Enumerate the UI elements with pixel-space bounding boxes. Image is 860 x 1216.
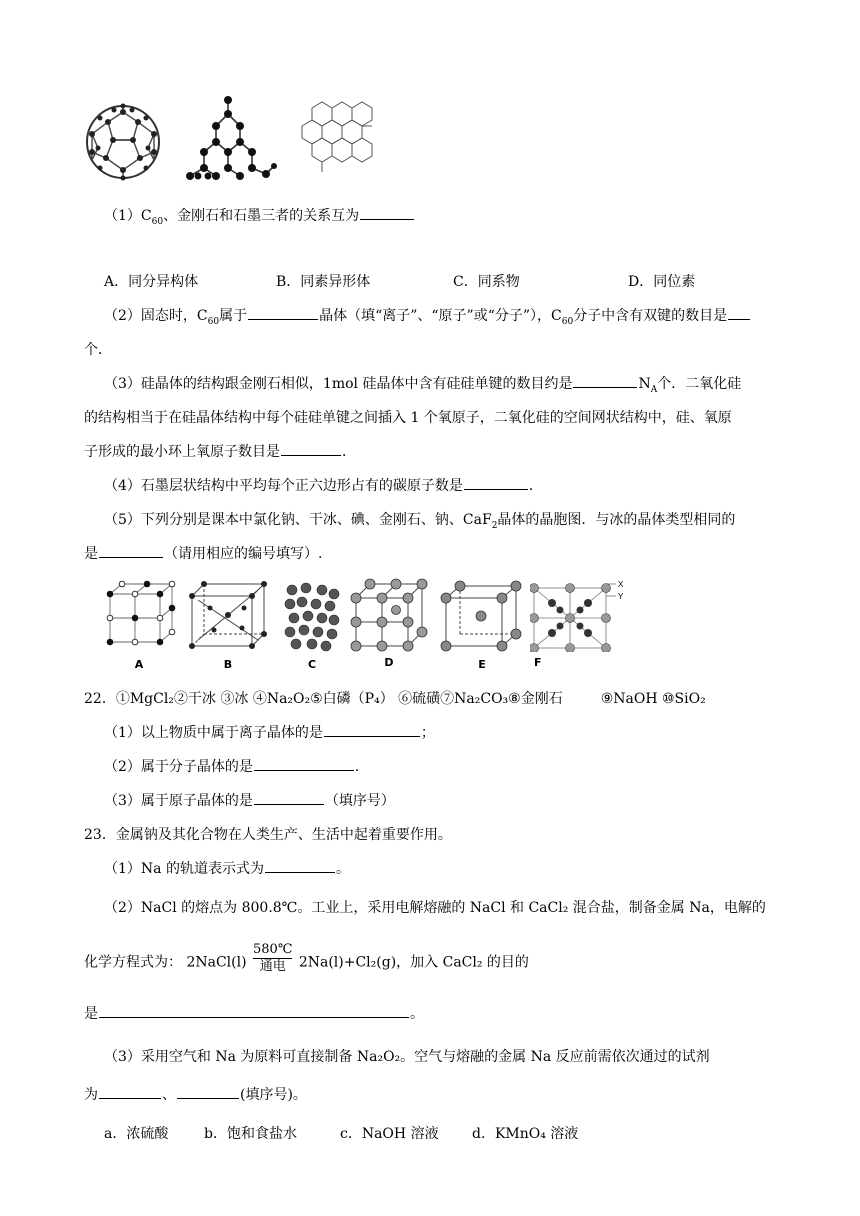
q23-part2-line3: 是 。 <box>84 1003 424 1023</box>
q21-part2: （2）固态时，$C_{60}$属于 晶体（填“离子”、“原子”或“分子”），$C_{60}$分子中含有双键的数目是 <box>104 305 751 327</box>
q21-option-a[interactable]: A．同分异构体 <box>104 274 199 290</box>
answer-blank[interactable] <box>254 756 354 771</box>
cell-label-c: C <box>307 658 317 671</box>
unit-cell-f-figure <box>530 578 626 672</box>
answer-blank[interactable] <box>728 305 750 320</box>
diamond-structure-figure <box>178 94 278 182</box>
cell-label-a: A <box>134 658 144 671</box>
q21-part5-line2: 是 （请用相应的编号填写）. <box>84 543 322 563</box>
answer-blank[interactable] <box>248 305 318 320</box>
answer-blank[interactable] <box>254 790 324 805</box>
q23-part3-line1: （3）采用空气和 Na 为原料可直接制备 Na₂O₂。空气与熔融的金属 Na 反应前需依次通过的试剂 <box>104 1049 710 1065</box>
q21-part3: （3）硅晶体的结构跟金刚石相似，1mol 硅晶体中含有硅硅单键的数目约是 $N_A$个．二氧化硅 <box>104 373 741 395</box>
q22-head: 22．①MgCl₂②干冰 ③冰 ④Na₂O₂⑤白磷（P₄） ⑥硫磺⑦Na₂CO₃⑧金刚石 ⑨NaOH ⑩SiO₂ <box>84 691 706 707</box>
answer-blank[interactable] <box>281 441 341 456</box>
q21-option-b[interactable]: B．同素异形体 <box>276 274 371 290</box>
q23-head: 23．金属钠及其化合物在人类生产、生活中起着重要作用。 <box>84 827 452 843</box>
reagent-c[interactable]: c．NaOH 溶液 <box>340 1126 439 1142</box>
q21-part4: （4）石墨层状结构中平均每个正六边形占有的碳原子数是 ． <box>104 475 543 495</box>
equation-left: 2NaCl(l) <box>186 954 247 971</box>
cell-label-f: F <box>534 656 542 669</box>
answer-blank[interactable] <box>177 1084 239 1099</box>
answer-blank[interactable] <box>99 1084 161 1099</box>
q21-option-c[interactable]: C．同系物 <box>453 274 520 290</box>
q23-part2-line2: 化学方程式为： 2NaCl(l) 580℃ 通电 2Na(l)+Cl₂(g)，加入 CaCl₂ 的目的 <box>84 942 529 974</box>
q21-part3-line3: 子形成的最小环上氧原子数目是 ． <box>84 441 356 461</box>
equation-condition-bottom: 通电 <box>253 958 292 975</box>
q21-part2-end: 个． <box>84 342 112 358</box>
q22-part2: （2）属于分子晶体的是 . <box>104 756 359 776</box>
equation-condition-top: 580℃ <box>253 942 293 957</box>
c60-figure <box>84 98 162 186</box>
q21-option-d[interactable]: D．同位素 <box>628 274 696 290</box>
equation-condition <box>253 942 292 975</box>
reagent-a[interactable]: a．浓硫酸 <box>104 1126 169 1142</box>
reagent-d[interactable]: d．KMnO₄ 溶液 <box>472 1126 579 1142</box>
q21-part3-line2: 的结构相当于在硅晶体结构中每个硅硅单键之间插入 1 个氧原子，二氧化硅的空间网状结构中，硅、氧原 <box>84 410 732 426</box>
cell-label-b: B <box>223 658 233 671</box>
unit-cell-a-figure <box>102 580 176 670</box>
q22-part3: （3）属于原子晶体的是 （填序号） <box>104 790 395 810</box>
q23-part2-line1: （2）NaCl 的熔点为 800.8℃。工业上，采用电解熔融的 NaCl 和 CaCl₂ 混合盐，制备金属 Na，电解的 <box>104 900 766 916</box>
answer-blank[interactable] <box>360 205 414 220</box>
equation-right: 2Na(l)+Cl₂(g) <box>298 954 397 971</box>
axis-label-x: X <box>618 580 624 589</box>
q21-part1: $(1)C_{60}$、金刚石和石墨三者的关系互为 <box>104 205 415 227</box>
q23-part1: （1）Na 的轨道表示式为 。 <box>104 858 350 878</box>
answer-blank[interactable] <box>573 373 637 388</box>
q22-part1: （1）以上物质中属于离子晶体的是 ； <box>104 722 435 742</box>
unit-cell-b-figure <box>186 580 270 670</box>
answer-blank[interactable] <box>99 543 163 558</box>
unit-cell-e-figure <box>440 580 524 670</box>
axis-label-y: Y <box>618 592 624 601</box>
unit-cell-d-figure <box>348 578 430 670</box>
answer-blank[interactable] <box>464 475 528 490</box>
q23-part3-line2: 为 、 (填序号)。 <box>84 1084 307 1104</box>
answer-blank[interactable] <box>265 858 335 873</box>
cell-label-d: D <box>384 656 394 669</box>
reagent-b[interactable]: b．饱和食盐水 <box>204 1126 297 1142</box>
unit-cell-c-figure <box>282 580 342 670</box>
q21-part5: （5）下列分别是课本中氯化钠、干冰、碘、金刚石、钠、CaF$_2$晶体的晶胞图．与冰的晶体类型相同的 <box>104 512 736 531</box>
graphite-structure-figure <box>296 100 376 176</box>
answer-blank[interactable] <box>324 722 420 737</box>
answer-blank[interactable] <box>99 1003 409 1018</box>
cell-label-e: E <box>478 658 486 671</box>
